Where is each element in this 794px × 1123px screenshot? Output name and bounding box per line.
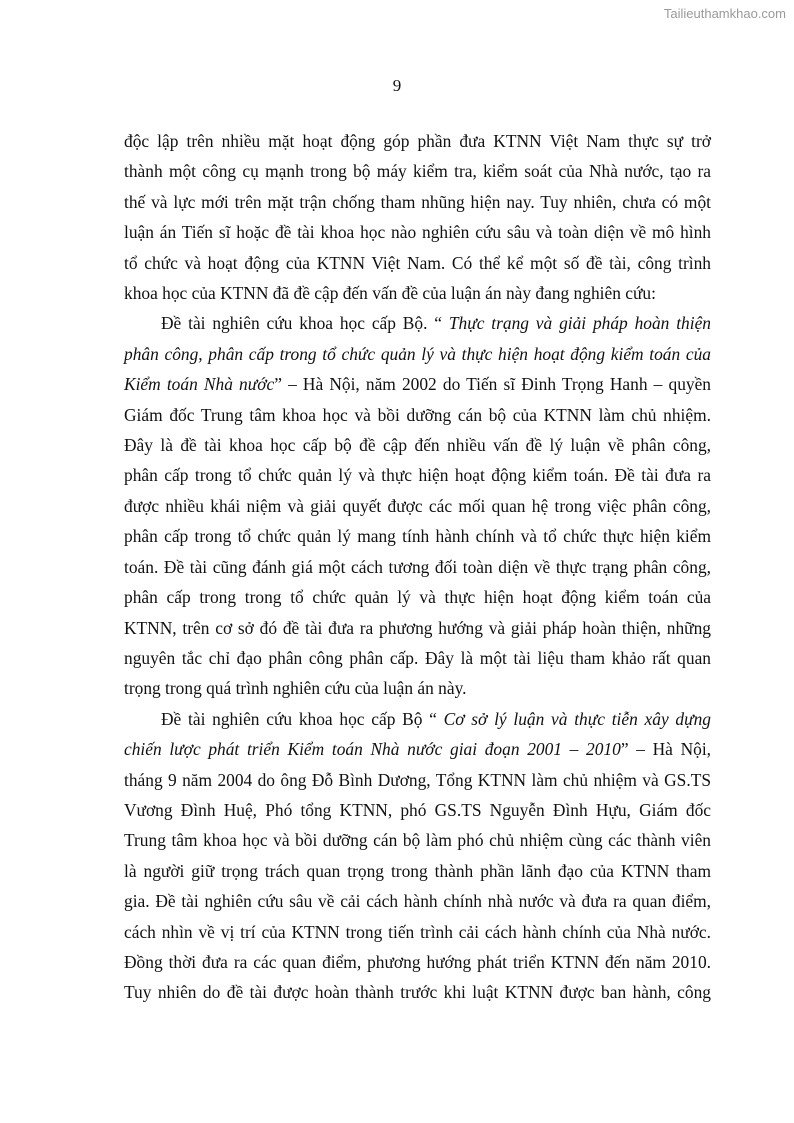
text-line: Trung tâm khoa học và bồi dưỡng cán bộ làm phó chủ nhiệm cùng các thành viên	[124, 830, 711, 851]
text-line	[124, 369, 711, 399]
project-title-italic: Kiểm toán Nhà nước	[124, 374, 275, 395]
document-body	[124, 126, 711, 1008]
text-line: toán. Đề tài cũng đánh giá một cách tương đối toàn diện về thực trạng phân công,	[124, 556, 711, 577]
text-line: trọng trong quá trình nghiên cứu của luận án này.	[124, 678, 467, 699]
text-line: khoa học của KTNN đã đề cập đến vấn đề của luận án này đang nghiên cứu:	[124, 283, 656, 304]
text-line: được nhiều khái niệm và giải quyết được các mối quan hệ trong việc phân công,	[124, 495, 711, 516]
text-line: thành một công cụ mạnh trong bộ máy kiểm tra, kiểm soát của Nhà nước, tạo ra	[124, 161, 711, 182]
text-line	[124, 339, 711, 369]
text-run: ” – Hà Nội, năm 2002 do Tiến sĩ Đinh Trọng Hanh – quyền	[274, 374, 711, 395]
text-line: thế và lực mới trên mặt trận chống tham nhũng hiện nay. Tuy nhiên, chưa có một	[124, 191, 711, 212]
text-line: Giám đốc Trung tâm khoa học và bồi dưỡng cán bộ của KTNN làm chủ nhiệm.	[124, 404, 711, 425]
text-line: phân cấp trong tổ chức quản lý và thực hiện hoạt động kiểm toán. Đề tài đưa ra	[124, 465, 711, 486]
paragraph-1	[124, 126, 711, 308]
text-line	[124, 308, 711, 338]
paragraph-3	[124, 704, 711, 1008]
text-line	[124, 704, 711, 734]
text-line: Đây là đề tài khoa học cấp bộ đề cập đến nhiều vấn đề lý luận về phân công,	[124, 435, 711, 456]
text-line: phân cấp trong trong tổ chức quản lý và thực hiện hoạt động kiểm toán của	[124, 587, 711, 608]
paragraph-2	[124, 308, 711, 703]
text-line: tháng 9 năm 2004 do ông Đỗ Bình Dương, Tổng KTNN làm chủ nhiệm và GS.TS	[124, 769, 711, 790]
text-line: cách nhìn về vị trí của KTNN trong tiến trình cải cách hành chính của Nhà nước.	[124, 921, 711, 942]
project-title-italic: phân công, phân cấp trong tổ chức quản lý và thực hiện hoạt động kiểm toán của	[124, 343, 711, 364]
text-line: phân cấp trong tổ chức quản lý mang tính hành chính và tổ chức thực hiện kiểm	[124, 526, 711, 547]
watermark: Tailieuthamkhao.com	[663, 6, 786, 21]
text-run: Đề tài nghiên cứu khoa học cấp Bộ. “	[161, 313, 449, 334]
text-run: Đề tài nghiên cứu khoa học cấp Bộ “	[161, 708, 444, 729]
text-line: nguyên tắc chỉ đạo phân công phân cấp. Đây là một tài liệu tham khảo rất quan	[124, 647, 711, 668]
page-number: 9	[392, 76, 402, 95]
text-line: là người giữ trọng trách quan trọng trong thành phần lãnh đạo của KTNN tham	[124, 860, 711, 881]
project-title-italic: Thực trạng và giải pháp hoàn thiện	[448, 313, 711, 334]
text-line: Tuy nhiên do đề tài được hoàn thành trước khi luật KTNN được ban hành, công	[124, 982, 711, 1003]
project-title-italic: chiến lược phát triển Kiểm toán Nhà nước giai đoạn 2001 – 2010	[124, 739, 621, 760]
text-line	[124, 734, 711, 764]
text-line: Đồng thời đưa ra các quan điểm, phương hướng phát triển KTNN đến năm 2010.	[124, 951, 711, 972]
project-title-italic: Cơ sở lý luận và thực tiễn xây dựng	[443, 708, 711, 729]
text-line: độc lập trên nhiều mặt hoạt động góp phần đưa KTNN Việt Nam thực sự trở	[124, 131, 711, 151]
text-line: KTNN, trên cơ sở đó đề tài đưa ra phương hướng và giải pháp hoàn thiện, những	[124, 617, 711, 638]
text-line: Vương Đình Huệ, Phó tổng KTNN, phó GS.TS Nguyễn Đình Hựu, Giám đốc	[124, 799, 711, 820]
text-line: tổ chức và hoạt động của KTNN Việt Nam. Có thể kể một số đề tài, công trình	[124, 252, 711, 273]
text-line: luận án Tiến sĩ hoặc đề tài khoa học nào nghiên cứu sâu và toàn diện về mô hình	[124, 222, 711, 243]
text-run: ” – Hà Nội,	[620, 739, 711, 760]
text-line: gia. Đề tài nghiên cứu sâu về cải cách hành chính nhà nước và đưa ra quan điểm,	[124, 891, 711, 912]
